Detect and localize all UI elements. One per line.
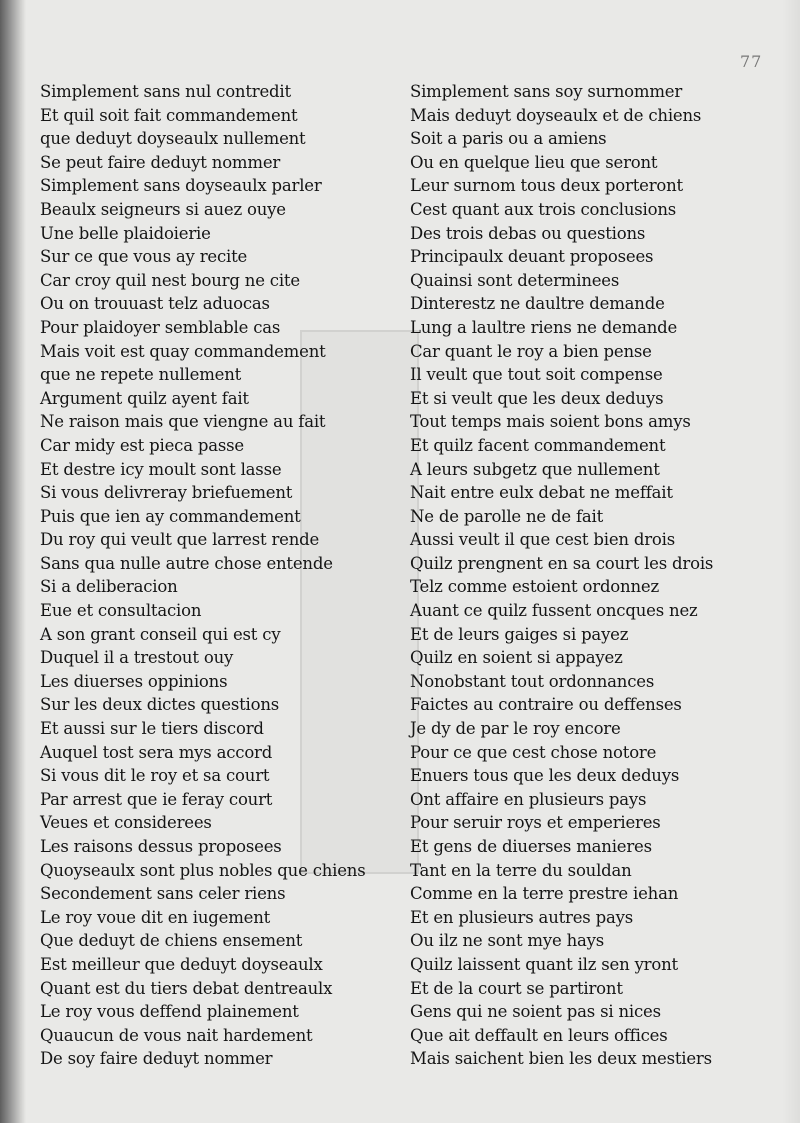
- verse-line: Aussi veult il que cest bien drois: [410, 530, 676, 550]
- verse-line: Principaulx deuant proposees: [410, 247, 654, 267]
- verse-line: Ou en quelque lieu que seront: [410, 152, 658, 172]
- verse-line: Se peut faire deduyt nommer: [40, 152, 281, 172]
- verse-line: Et si veult que les deux deduys: [410, 388, 664, 408]
- verse-line: Et quil soit fait commandement: [40, 105, 298, 125]
- verse-line: Mais saichent bien les deux mestiers: [410, 1049, 712, 1069]
- verse-line: Quoyseaulx sont plus nobles que chiens: [40, 860, 366, 880]
- verse-line: Ne raison mais que viengne au fait: [40, 412, 326, 432]
- verse-line: que deduyt doyseaulx nullement: [40, 129, 306, 149]
- verse-line: Que deduyt de chiens ensement: [40, 931, 303, 951]
- right-text-column: [410, 80, 790, 1071]
- verse-line: Auquel tost sera mys accord: [40, 742, 273, 762]
- verse-line: Nait entre eulx debat ne meffait: [410, 483, 673, 503]
- verse-line: Ne de parolle ne de fait: [410, 506, 604, 526]
- verse-line: Argument quilz ayent fait: [40, 388, 249, 408]
- verse-line: Et gens de diuerses manieres: [410, 837, 652, 856]
- verse-line: Pour plaidoyer semblable cas: [40, 317, 281, 337]
- verse-line: Ont affaire en plusieurs pays: [410, 789, 647, 809]
- verse-line: Beaulx seigneurs si auez ouye: [40, 199, 286, 219]
- verse-line: Quainsi sont determinees: [410, 270, 620, 290]
- binding-gutter: [0, 0, 26, 1123]
- verse-line: Les raisons dessus proposees: [40, 837, 282, 856]
- verse-line: Est meilleur que deduyt doyseaulx: [40, 954, 323, 974]
- verse-line: Simplement sans soy surnommer: [410, 82, 683, 101]
- verse-line: que ne repete nullement: [40, 365, 242, 385]
- verse-line: Et destre icy moult sont lasse: [40, 459, 282, 479]
- verse-line: Que ait deffault en leurs offices: [410, 1025, 668, 1045]
- verse-line: Soit a paris ou a amiens: [410, 129, 607, 149]
- verse-line: Faictes au contraire ou deffenses: [410, 695, 682, 715]
- verse-line: Simplement sans doyseaulx parler: [40, 176, 322, 196]
- verse-line: Si vous dit le roy et sa court: [40, 766, 270, 786]
- verse-line: Car croy quil nest bourg ne cite: [40, 270, 300, 290]
- verse-line: Quilz prengnent en sa court les drois: [410, 553, 714, 573]
- verse-line: Puis que ien ay commandement: [40, 506, 301, 526]
- verse-line: Pour seruir roys et emperieres: [410, 813, 661, 833]
- left-text-column: [40, 80, 405, 1071]
- verse-line: Une belle plaidoierie: [40, 223, 211, 243]
- verse-line: Sans qua nulle autre chose entende: [40, 553, 333, 573]
- verse-line: Quant est du tiers debat dentreaulx: [40, 978, 333, 998]
- verse-line: Comme en la terre prestre iehan: [410, 884, 679, 904]
- verse-line: Quilz en soient si appayez: [410, 648, 623, 668]
- verse-line: Simplement sans nul contredit: [40, 82, 291, 101]
- verse-line: Secondement sans celer riens: [40, 884, 286, 904]
- verse-line: Veues et considerees: [40, 813, 212, 833]
- verse-line: Si vous delivreray briefuement: [40, 483, 293, 503]
- verse-line: Et en plusieurs autres pays: [410, 907, 634, 927]
- verse-line: Auant ce quilz fussent oncques nez: [410, 601, 698, 621]
- verse-line: Mais voit est quay commandement: [40, 341, 326, 361]
- verse-line: Sur ce que vous ay recite: [40, 247, 248, 267]
- page-number: 77: [740, 52, 763, 71]
- verse-line: Ou on trouuast telz aduocas: [40, 294, 270, 314]
- verse-line: Je dy de par le roy encore: [410, 719, 621, 739]
- verse-line: Les diuerses oppinions: [40, 671, 228, 691]
- verse-line: Gens qui ne soient pas si nices: [410, 1002, 661, 1022]
- verse-line: De soy faire deduyt nommer: [40, 1049, 273, 1069]
- verse-line: Nonobstant tout ordonnances: [410, 671, 655, 691]
- verse-line: Quilz laissent quant ilz sen yront: [410, 954, 678, 974]
- verse-line: Dinterestz ne daultre demande: [410, 294, 665, 314]
- verse-line: A son grant conseil qui est cy: [40, 624, 281, 644]
- verse-line: Leur surnom tous deux porteront: [410, 176, 683, 196]
- verse-line: Cest quant aux trois conclusions: [410, 199, 677, 219]
- verse-line: Tant en la terre du souldan: [410, 860, 632, 880]
- verse-line: Enuers tous que les deux deduys: [410, 766, 680, 786]
- verse-line: Ou ilz ne sont mye hays: [410, 931, 605, 951]
- verse-line: Il veult que tout soit compense: [410, 365, 663, 385]
- verse-line: Le roy vous deffend plainement: [40, 1002, 299, 1022]
- verse-line: Car quant le roy a bien pense: [410, 341, 652, 361]
- verse-line: Tout temps mais soient bons amys: [410, 412, 691, 432]
- verse-line: Duquel il a trestout ouy: [40, 648, 234, 668]
- verse-line: Et de leurs gaiges si payez: [410, 624, 629, 644]
- verse-line: Quaucun de vous nait hardement: [40, 1025, 313, 1045]
- verse-line: Car midy est pieca passe: [40, 435, 244, 455]
- verse-line: Le roy voue dit en iugement: [40, 907, 271, 927]
- verse-line: Du roy qui veult que larrest rende: [40, 530, 320, 550]
- verse-line: Si a deliberacion: [40, 577, 178, 597]
- verse-line: Des trois debas ou questions: [410, 223, 646, 243]
- verse-line: Eue et consultacion: [40, 601, 202, 621]
- verse-line: Et quilz facent commandement: [410, 435, 666, 455]
- verse-line: Mais deduyt doyseaulx et de chiens: [410, 105, 702, 125]
- verse-line: Par arrest que ie feray court: [40, 789, 273, 809]
- verse-line: Pour ce que cest chose notore: [410, 742, 657, 762]
- verse-line: A leurs subgetz que nullement: [410, 459, 660, 479]
- verse-line: Sur les deux dictes questions: [40, 695, 280, 715]
- verse-line: Telz comme estoient ordonnez: [410, 577, 659, 597]
- verse-line: Et aussi sur le tiers discord: [40, 719, 264, 739]
- verse-line: Lung a laultre riens ne demande: [410, 317, 678, 337]
- verse-line: Et de la court se partiront: [410, 978, 623, 998]
